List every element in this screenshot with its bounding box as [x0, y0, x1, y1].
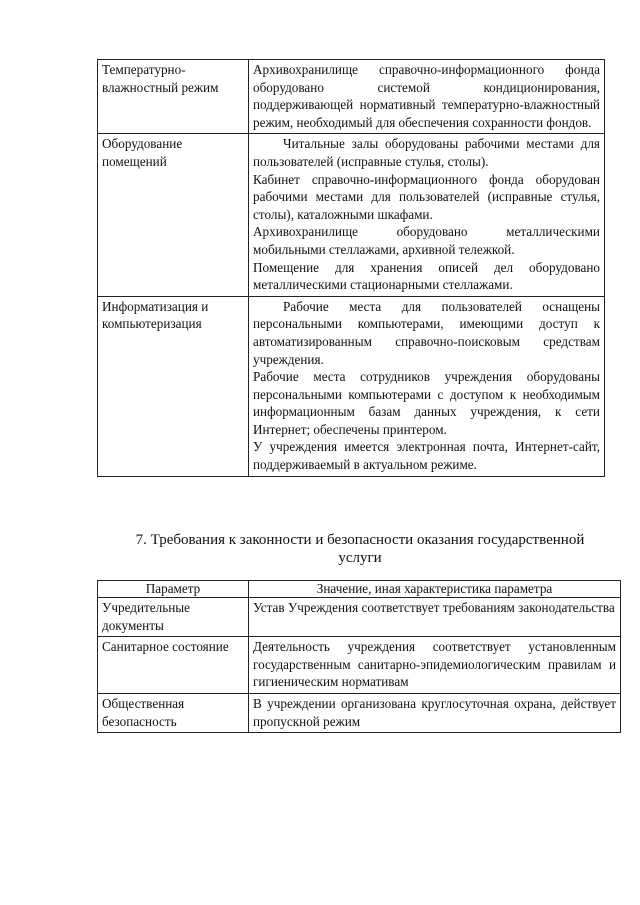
paragraph: У учреждения имеется электронная почта, Интернет-сайт, поддерживаемый в актуальном режиме. [253, 439, 600, 473]
param-cell: Общественная безопасность [98, 693, 249, 732]
param-cell: Санитарное состояние [98, 637, 249, 694]
value-cell [249, 60, 605, 134]
table-row [98, 296, 605, 476]
paragraph: Помещение для хранения описей дел оборудовано металлическими стационарными стеллажами. [253, 259, 600, 293]
paragraph: Устав Учреждения соответствует требованиям законодательства [253, 600, 615, 615]
table-row [98, 598, 621, 637]
paragraph: Читальные залы оборудованы рабочими местами для пользователей (исправные стулья, столы). [253, 136, 600, 169]
paragraph: В учреждении организована круглосуточная охрана, действует пропускной режим [253, 695, 616, 729]
paragraph: Архивохранилище справочно-информационного фонда оборудовано системой кондиционирования, поддерживающей нормативный температурно-влажностный режим, необходимый для обеспечения сохранности фондов. [253, 62, 600, 130]
section-heading: 7. Требования к законности и безопасности оказания государственной услуги [135, 532, 585, 566]
table-row [98, 134, 605, 296]
value-cell [249, 693, 621, 732]
value-cell [249, 637, 621, 694]
paragraph: Рабочие места для пользователей оснащены персональными компьютерами, имеющими доступ к автоматизированным справочно-поисковым средствам учреждения. [253, 298, 600, 367]
param-cell: Температурно-влажностный режим [98, 60, 249, 134]
table-row [98, 693, 621, 732]
paragraph: Деятельность учреждения соответствует установленным государственным санитарно-эпидемиологическим правилам и гигиеническим нормативам [253, 639, 616, 690]
value-cell [249, 134, 605, 296]
table-row [98, 60, 605, 134]
param-cell: Информатизация и компьютеризация [98, 296, 249, 476]
paragraph: Рабочие места сотрудников учреждения оборудованы персональными компьютерами с доступом к необходимым информационным базам данных учреждения, к сети Интернет; обеспечены принтером. [253, 369, 600, 437]
column-header-param: Параметр [98, 581, 249, 598]
table-row [98, 637, 621, 694]
paragraph: Архивохранилище оборудовано металлическими мобильными стеллажами, архивной тележкой. [253, 224, 600, 257]
param-cell: Оборудование помещений [98, 134, 249, 296]
legality-safety-table [97, 580, 621, 733]
conditions-table [97, 59, 605, 477]
param-cell: Учредительные документы [98, 598, 249, 637]
table-header-row [98, 581, 621, 598]
column-header-value: Значение, иная характеристика параметра [249, 581, 621, 598]
paragraph: Кабинет справочно-информационного фонда оборудован рабочими местами для пользователей (исправные стулья, столы), каталожными шкафами. [253, 171, 600, 222]
value-cell [249, 598, 621, 637]
value-cell [249, 296, 605, 476]
